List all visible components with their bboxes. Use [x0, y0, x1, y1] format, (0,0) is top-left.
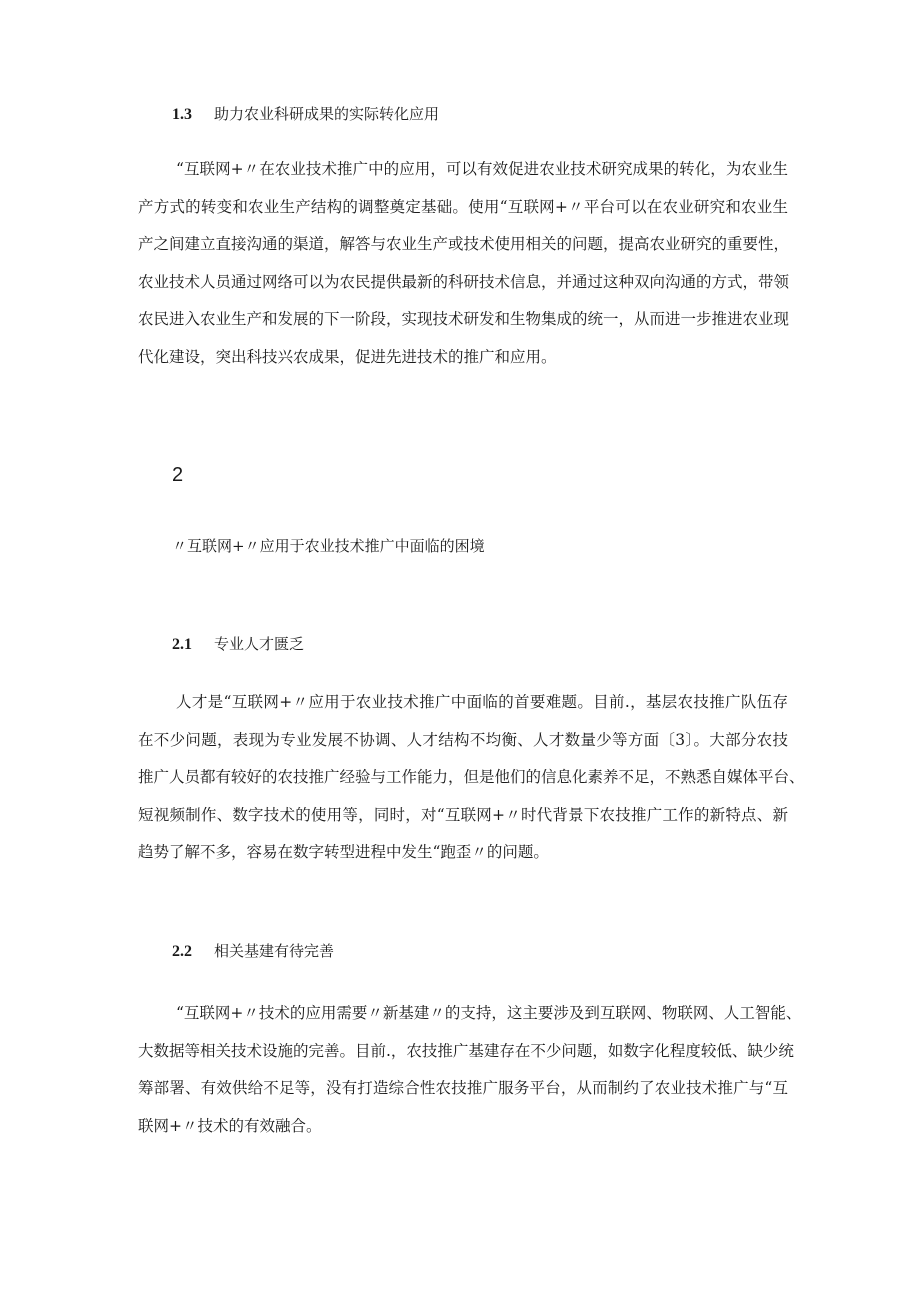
paragraph-line: 联网+〃技术的有效融合。: [138, 1116, 322, 1135]
paragraph-line: 人才是“互联网+〃应用于农业技术推广中面临的首要难题。目前.，基层农技推广队伍存: [176, 693, 788, 711]
paragraph-line: 短视频制作、数字技术的使用等，同时，对“互联网+〃时代背景下农技推广工作的新特点、新: [138, 805, 788, 824]
section-number-2: 2: [172, 464, 184, 486]
section-title: 〃互联网+〃应用于农业技术推广中面临的困境: [172, 537, 485, 555]
section-number: 2.1: [172, 636, 192, 653]
paragraph-line: 筹部署、有效供给不足等，没有打造综合性农技推广服务平台，从而制约了农业技术推广与“互: [138, 1079, 788, 1097]
paragraph-line: 代化建设，突出科技兴农成果，促进先进技术的推广和应用。: [138, 347, 557, 366]
section-heading-1-3: [172, 103, 439, 124]
section-heading-2: [172, 535, 485, 556]
paragraph-3: [138, 995, 802, 1145]
paragraph-line: 农民进入农业生产和发展的下一阶段，实现技术研发和生物集成的统一，从而进一步推进农业现: [138, 310, 790, 328]
section-heading-2-1: [172, 633, 304, 654]
section-number: 2.2: [172, 943, 192, 960]
paragraph-line: 产之间建立直接沟通的渠道，解答与农业生产或技术使用相关的问题，提高农业研究的重要性，: [138, 235, 790, 253]
paragraph-1: [138, 151, 788, 376]
section-title: 专业人才匮乏: [214, 635, 305, 653]
paragraph-line: 在不少问题，表现为专业发展不协调、人才结构不均衡、人才数量少等方面〔3〕。大部分农技: [138, 730, 788, 749]
paragraph-line: 推广人员都有较好的农技推广经验与工作能力，但是他们的信息化素养不足，不熟悉自媒体平台、: [138, 768, 805, 786]
paragraph-line: 大数据等相关技术设施的完善。目前.，农技推广基建存在不少问题，如数字化程度较低、缺少统: [138, 1041, 794, 1060]
section-number: 1.3: [172, 106, 192, 123]
paragraph-line: “互联网+〃技术的应用需要〃新基建〃的支持，这主要涉及到互联网、物联网、人工智能、: [176, 1004, 802, 1022]
paragraph-line: “互联网+〃在农业技术推广中的应用，可以有效促进农业技术研究成果的转化，为农业生: [176, 160, 788, 178]
paragraph-line: 产方式的转变和农业生产结构的调整奠定基础。使用“互联网+〃平台可以在农业研究和农业生: [138, 197, 788, 216]
section-heading-2-2: [172, 940, 334, 961]
paragraph-line: 趋势了解不多，容易在数字转型进程中发生“跑歪〃的问题。: [138, 843, 549, 861]
paragraph-2: [138, 684, 805, 872]
section-title: 助力农业科研成果的实际转化应用: [214, 105, 440, 123]
section-title: 相关基建有待完善: [214, 942, 335, 960]
paragraph-line: 农业技术人员通过网络可以为农民提供最新的科研技术信息，并通过这种双向沟通的方式，带领: [138, 272, 790, 291]
